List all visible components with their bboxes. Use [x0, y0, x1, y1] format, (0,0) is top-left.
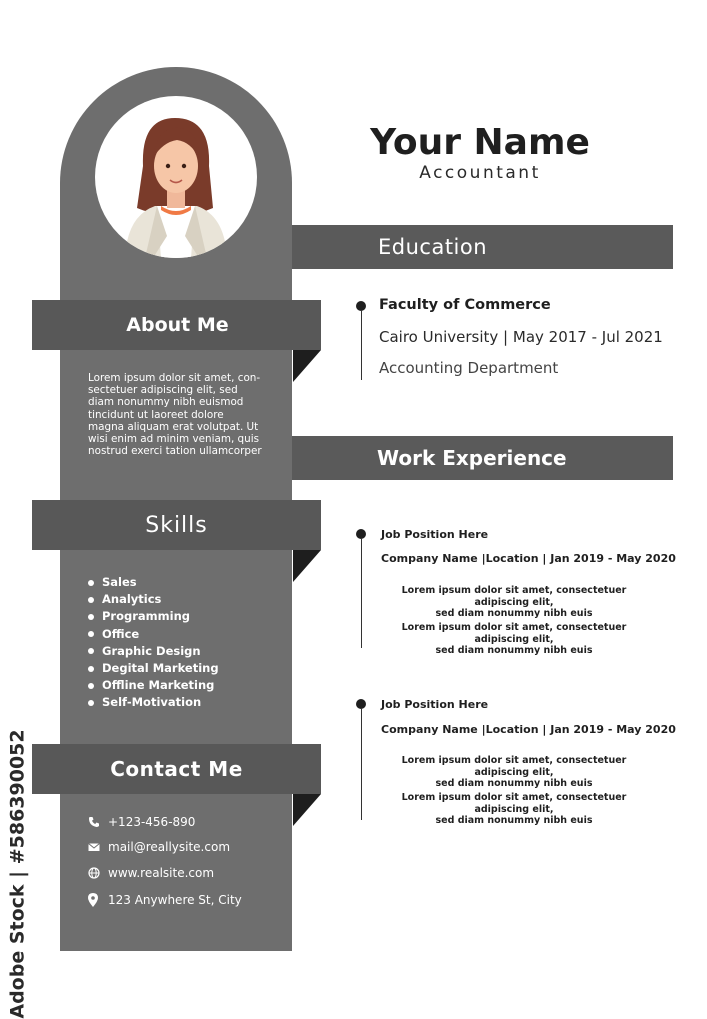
about-me-ribbon-fold: [293, 350, 321, 382]
candidate-name: Your Name: [370, 122, 590, 163]
profile-avatar-illustration: [95, 96, 257, 258]
website-text: www.realsite.com: [108, 866, 215, 880]
phone-icon: [88, 816, 108, 828]
skill-item: Sales: [88, 574, 219, 591]
job-position: Job Position Here: [381, 528, 489, 541]
phone-text: +123-456-890: [108, 815, 196, 829]
profile-avatar: [95, 96, 257, 258]
about-line: diam nonummy nibh euismod: [88, 396, 244, 409]
about-line: sectetuer adipiscing elit, sed: [88, 384, 238, 397]
job-description-line: sed diam nonummy nibh euis: [435, 608, 593, 619]
job-description: [378, 622, 650, 657]
job-description: [378, 755, 650, 790]
contact-phone: [88, 815, 195, 829]
work-experience-heading: Work Experience: [292, 436, 673, 480]
mail-icon: [88, 842, 108, 852]
contact-me-heading: Contact Me: [32, 744, 321, 794]
about-me-text: [88, 372, 268, 457]
skills-list: [88, 574, 219, 712]
job-company: Company Name |Location | Jan 2019 - May 2020: [381, 723, 676, 736]
job-description-line: sed diam nonummy nibh euis: [435, 645, 593, 656]
education-faculty: Faculty of Commerce: [379, 297, 551, 313]
location-pin-icon: [88, 893, 108, 907]
job-description: [378, 792, 650, 827]
education-department: Accounting Department: [379, 359, 559, 377]
skill-item: Analytics: [88, 591, 219, 608]
contact-email: [88, 840, 230, 854]
stock-watermark-text: Adobe Stock | #586390052: [7, 729, 29, 1019]
skill-item: Office: [88, 626, 219, 643]
stock-watermark: [6, 729, 30, 1019]
skill-item: Self-Motivation: [88, 694, 219, 711]
about-line: tincidunt ut laoreet dolore: [88, 408, 224, 421]
skill-item: Programming: [88, 608, 219, 625]
about-me-heading: About Me: [32, 300, 321, 350]
job-description-line: Lorem ipsum dolor sit amet, consectetuer adipiscing elit,: [401, 792, 627, 815]
globe-icon: [88, 867, 108, 879]
job-description-line: Lorem ipsum dolor sit amet, consectetuer adipiscing elit,: [401, 585, 627, 608]
skill-item: Offline Marketing: [88, 677, 219, 694]
about-line: magna aliquam erat volutpat. Ut: [88, 420, 259, 433]
skill-item: Graphic Design: [88, 643, 219, 660]
job-description-line: sed diam nonummy nibh euis: [435, 778, 593, 789]
job-position: Job Position Here: [381, 698, 489, 711]
skills-ribbon-fold: [293, 550, 321, 582]
about-line: nostrud exerci tation ullamcorper: [88, 445, 262, 458]
job-description-line: Lorem ipsum dolor sit amet, consectetuer adipiscing elit,: [401, 755, 627, 778]
timeline-line: [361, 708, 362, 820]
address-text: 123 Anywhere St, City: [108, 893, 242, 907]
contact-website: [88, 866, 214, 880]
contact-ribbon-fold: [293, 794, 321, 826]
job-company: Company Name |Location | Jan 2019 - May 2020: [381, 552, 676, 565]
job-description-line: Lorem ipsum dolor sit amet, consectetuer adipiscing elit,: [401, 622, 627, 645]
timeline-line: [361, 538, 362, 648]
candidate-title: Accountant: [419, 163, 541, 183]
job-description: [378, 585, 650, 620]
education-heading: Education: [292, 225, 673, 269]
timeline-line: [361, 310, 362, 380]
job-description-line: sed diam nonummy nibh euis: [435, 815, 593, 826]
skills-heading: Skills: [32, 500, 321, 550]
about-line: Lorem ipsum dolor sit amet, con-: [88, 372, 261, 384]
skill-item: Degital Marketing: [88, 660, 219, 677]
about-line: wisi enim ad minim veniam, quis: [88, 433, 260, 446]
education-university: Cairo University | May 2017 - Jul 2021: [379, 328, 663, 346]
contact-address: [88, 893, 242, 907]
email-text: mail@reallysite.com: [108, 840, 231, 854]
